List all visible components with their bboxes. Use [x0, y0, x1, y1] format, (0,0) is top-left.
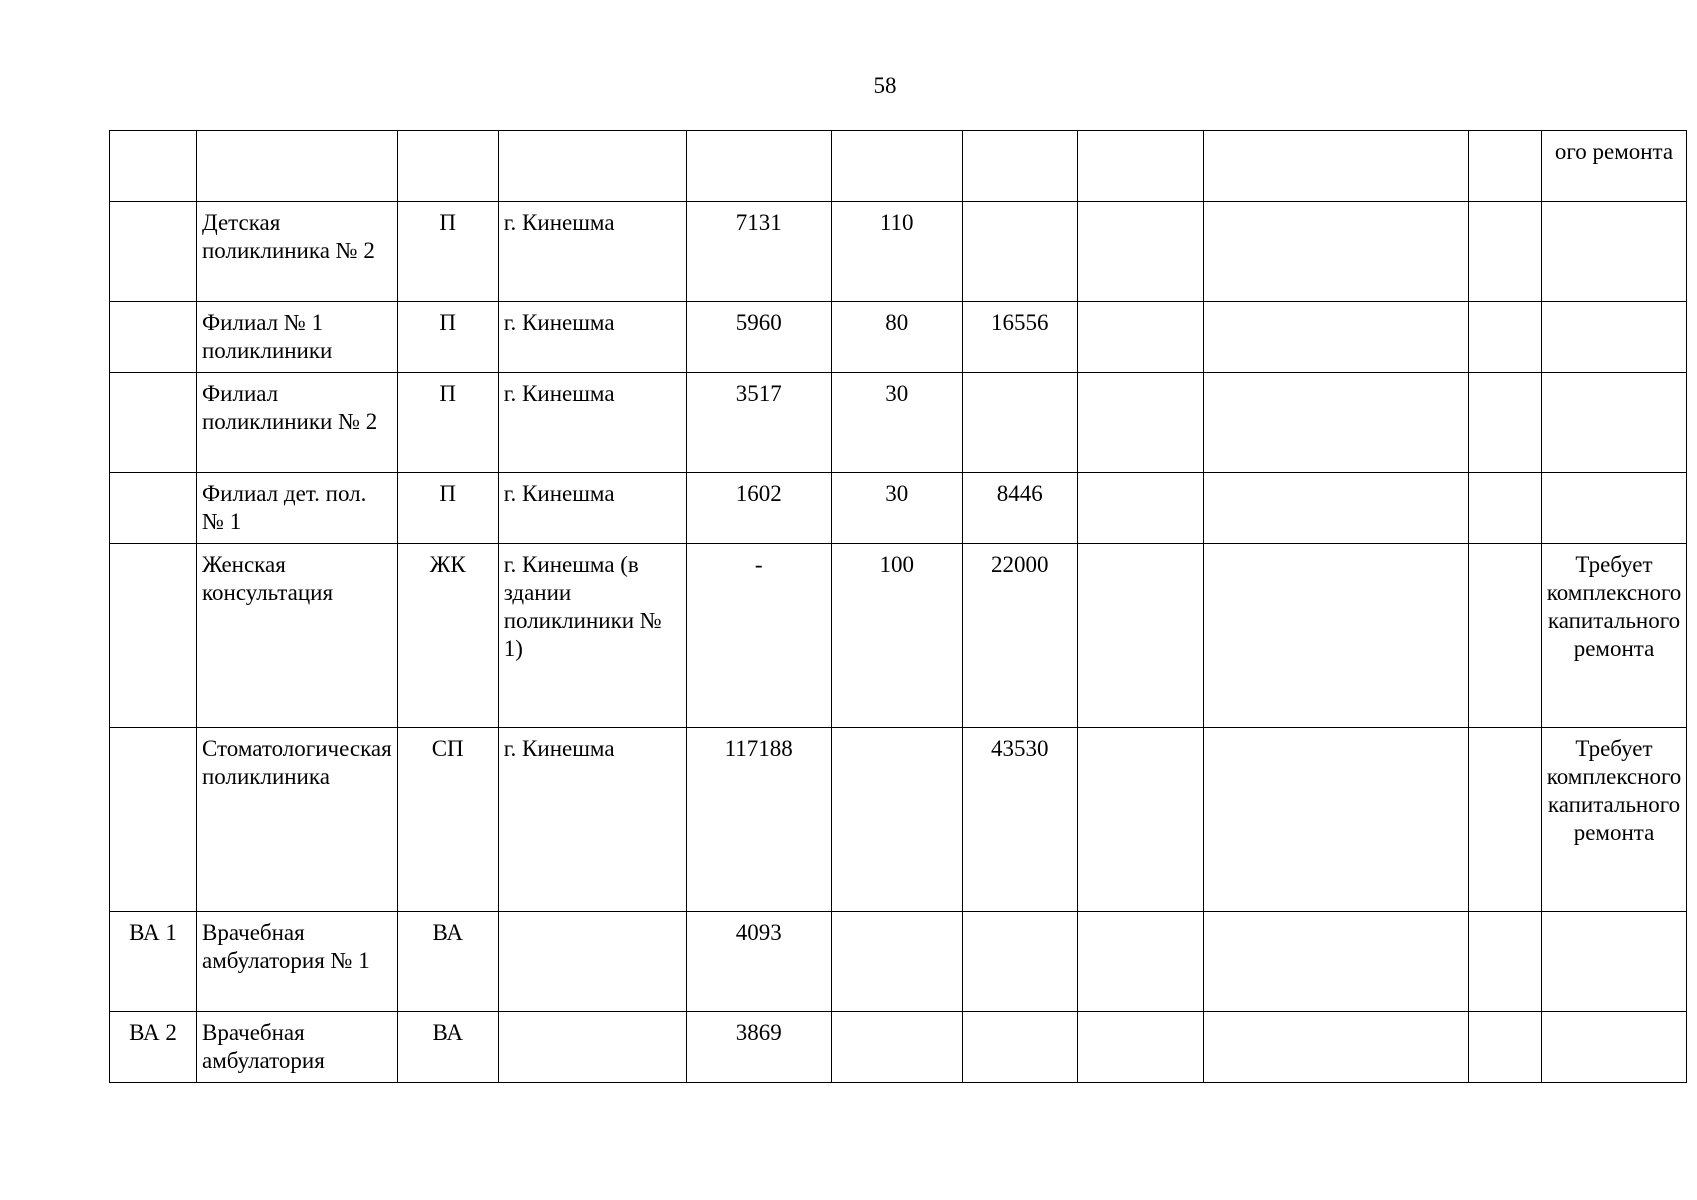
cell-type: ВА [397, 1012, 498, 1083]
cell-value-c: 8446 [962, 473, 1077, 544]
table-row [110, 302, 1687, 373]
cell-value-b: 110 [831, 202, 962, 302]
table-row [110, 544, 1687, 728]
cell-col-10 [1468, 473, 1541, 544]
cell-col-8 [1077, 131, 1203, 202]
cell-note [1541, 202, 1687, 302]
cell-name: Филиал дет. пол. № 1 [197, 473, 398, 544]
cell-code: ВА 1 [110, 912, 197, 1012]
cell-value-b [831, 728, 962, 912]
cell-type: СП [397, 728, 498, 912]
table-row [110, 1012, 1687, 1083]
cell-col-10 [1468, 202, 1541, 302]
table-row [110, 473, 1687, 544]
cell-col-10 [1468, 131, 1541, 202]
cell-type: П [397, 373, 498, 473]
cell-col-8 [1077, 544, 1203, 728]
cell-name: Детская поликлиника № 2 [197, 202, 398, 302]
cell-type: П [397, 473, 498, 544]
cell-value-a: 5960 [686, 302, 831, 373]
cell-col-8 [1077, 202, 1203, 302]
cell-col-10 [1468, 1012, 1541, 1083]
cell-col-10 [1468, 373, 1541, 473]
cell-note [1541, 1012, 1687, 1083]
table-body [110, 131, 1687, 1083]
cell-value-b: 30 [831, 473, 962, 544]
cell-value-b: 100 [831, 544, 962, 728]
cell-note [1541, 473, 1687, 544]
cell-code [110, 302, 197, 373]
cell-code [110, 202, 197, 302]
table-row [110, 131, 1687, 202]
cell-col-10 [1468, 302, 1541, 373]
cell-type: ВА [397, 912, 498, 1012]
cell-value-a: 3517 [686, 373, 831, 473]
cell-note: Требует комплексного капитального ремонта [1541, 728, 1687, 912]
table-row [110, 373, 1687, 473]
cell-col-10 [1468, 728, 1541, 912]
cell-location: г. Кинешма [498, 728, 686, 912]
cell-type [397, 131, 498, 202]
cell-note [1541, 302, 1687, 373]
cell-type: П [397, 302, 498, 373]
cell-name: Врачебная амбулатория № 1 [197, 912, 398, 1012]
cell-value-b: 80 [831, 302, 962, 373]
cell-value-b [831, 912, 962, 1012]
document-table [109, 130, 1687, 1083]
cell-col-9 [1203, 302, 1468, 373]
cell-name: Филиал № 1 поликлиники [197, 302, 398, 373]
cell-note: Требует комплексного капитального ремонта [1541, 544, 1687, 728]
cell-type: ЖК [397, 544, 498, 728]
cell-value-a: 1602 [686, 473, 831, 544]
cell-location [498, 131, 686, 202]
cell-name: Стоматологическая поликлиника [197, 728, 398, 912]
cell-value-c [962, 1012, 1077, 1083]
cell-location: г. Кинешма [498, 473, 686, 544]
cell-location [498, 912, 686, 1012]
table-row [110, 728, 1687, 912]
cell-name: Женская консультация [197, 544, 398, 728]
cell-value-a: 4093 [686, 912, 831, 1012]
cell-value-a: 7131 [686, 202, 831, 302]
cell-value-a: 3869 [686, 1012, 831, 1083]
cell-value-b [831, 131, 962, 202]
cell-col-8 [1077, 1012, 1203, 1083]
cell-value-c [962, 202, 1077, 302]
cell-value-c: 22000 [962, 544, 1077, 728]
cell-col-8 [1077, 373, 1203, 473]
cell-value-c: 16556 [962, 302, 1077, 373]
cell-note [1541, 912, 1687, 1012]
cell-code: ВА 2 [110, 1012, 197, 1083]
cell-col-9 [1203, 544, 1468, 728]
page-number: 58 [873, 73, 897, 98]
cell-value-a [686, 131, 831, 202]
cell-value-c: 43530 [962, 728, 1077, 912]
cell-note [1541, 373, 1687, 473]
cell-name [197, 131, 398, 202]
cell-note: ого ремонта [1541, 131, 1687, 202]
cell-location: г. Кинешма (в здании поликлиники № 1) [498, 544, 686, 728]
cell-value-c [962, 131, 1077, 202]
cell-col-9 [1203, 1012, 1468, 1083]
table-row [110, 202, 1687, 302]
cell-code [110, 473, 197, 544]
cell-value-c [962, 373, 1077, 473]
cell-location: г. Кинешма [498, 202, 686, 302]
cell-col-9 [1203, 912, 1468, 1012]
cell-code [110, 544, 197, 728]
cell-location [498, 1012, 686, 1083]
cell-col-9 [1203, 131, 1468, 202]
cell-col-10 [1468, 544, 1541, 728]
cell-value-c [962, 912, 1077, 1012]
cell-col-9 [1203, 728, 1468, 912]
cell-col-9 [1203, 202, 1468, 302]
cell-col-8 [1077, 473, 1203, 544]
cell-code [110, 728, 197, 912]
cell-code [110, 131, 197, 202]
cell-value-b: 30 [831, 373, 962, 473]
cell-location: г. Кинешма [498, 302, 686, 373]
cell-value-a: - [686, 544, 831, 728]
cell-type: П [397, 202, 498, 302]
cell-col-8 [1077, 912, 1203, 1012]
cell-col-9 [1203, 373, 1468, 473]
cell-name: Врачебная амбулатория [197, 1012, 398, 1083]
table-row [110, 912, 1687, 1012]
cell-value-a: 117188 [686, 728, 831, 912]
cell-col-8 [1077, 302, 1203, 373]
cell-name: Филиал поликлиники № 2 [197, 373, 398, 473]
cell-location: г. Кинешма [498, 373, 686, 473]
cell-col-10 [1468, 912, 1541, 1012]
cell-col-9 [1203, 473, 1468, 544]
cell-code [110, 373, 197, 473]
cell-value-b [831, 1012, 962, 1083]
cell-col-8 [1077, 728, 1203, 912]
